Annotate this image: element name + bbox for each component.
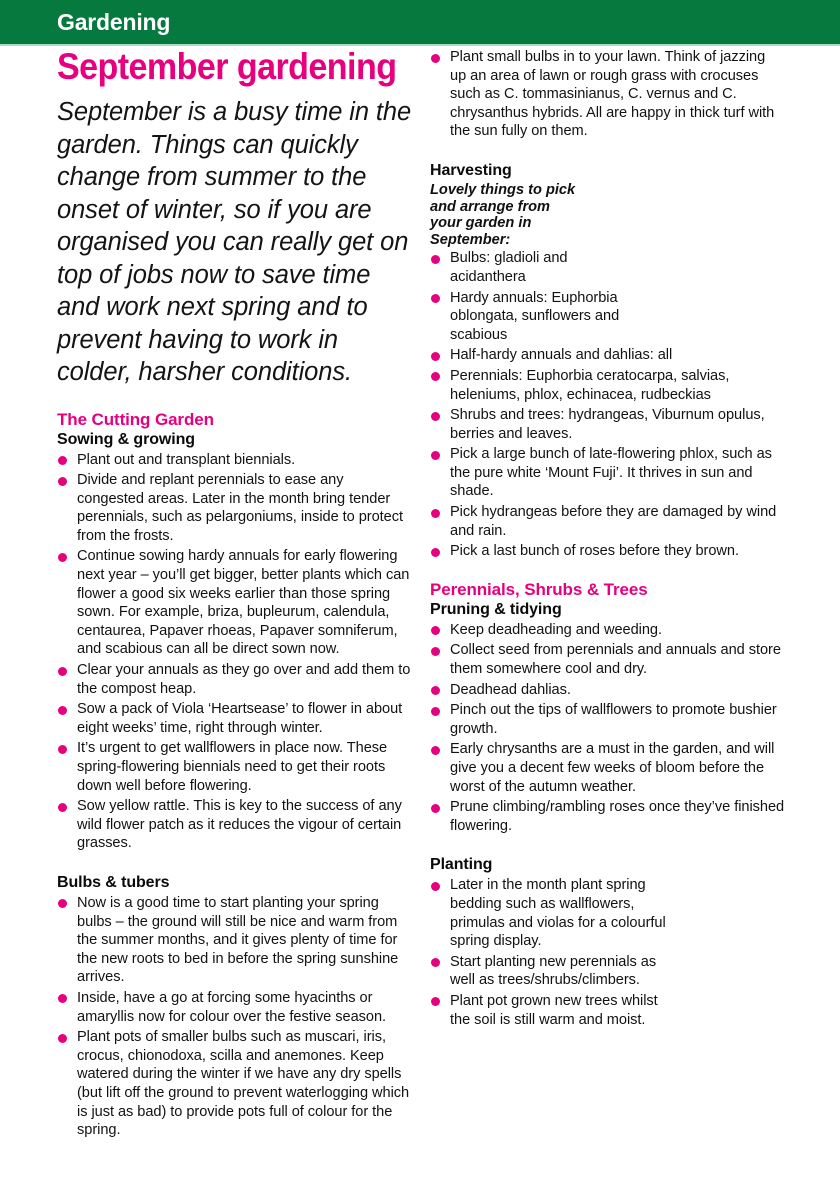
- sub-heading-bulbs-tubers: Bulbs & tubers: [57, 873, 170, 891]
- bullet-dot-icon: [58, 899, 67, 908]
- bullet-list-harvesting: [430, 346, 785, 561]
- bullet-dot-icon: [58, 667, 67, 676]
- spacer: [430, 563, 785, 579]
- list-item-text: Inside, have a go at forcing some hyacinths or amaryllis now for colour over the festive season.: [77, 989, 387, 1025]
- header-band: [0, 0, 840, 44]
- list-item-text: Divide and replant perennials to ease any congested areas. Later in the month bring tender perennials, such as pelargoniums, inside to protect from the frosts.: [77, 472, 403, 544]
- list-item-text: Sow yellow rattle. This is key to the success of any wild flower patch as it reduces the vigour of certain grasses.: [77, 798, 402, 852]
- list-item-text: Plant pots of smaller bulbs such as muscari, iris, crocus, chionodoxa, scilla and anemones. Keep watered during the winter if we have any dry spells (but lift off the ground to prevent waterlogging which is just as bad) to provide pots full of colour for the spring.: [77, 1029, 410, 1139]
- list-item-text: Sow a pack of Viola ‘Heartsease’ to flower in about eight weeks’ time, right through winter.: [77, 701, 403, 736]
- list-item-text: Half-hardy annuals and dahlias: all: [450, 347, 673, 364]
- list-item: [57, 894, 412, 987]
- bullet-dot-icon: [431, 451, 440, 460]
- bullet-dot-icon: [431, 509, 440, 518]
- list-item: [430, 701, 785, 738]
- list-item: [430, 48, 785, 141]
- bullet-dot-icon: [58, 477, 67, 486]
- list-item: [57, 700, 412, 737]
- bullet-dot-icon: [58, 803, 67, 812]
- list-item-text: It’s urgent to get wallflowers in place now. These spring-flowering biennials need to get their roots down well before flowering.: [77, 740, 388, 794]
- list-item-text: Collect seed from perennials and annuals and store them somewhere cool and dry.: [450, 642, 781, 678]
- list-item: [430, 740, 785, 796]
- bullet-list-pruning-tidying: [430, 621, 785, 836]
- bullet-list-bulbs-tubers: [57, 894, 412, 1140]
- bullet-dot-icon: [431, 372, 440, 381]
- list-item: [430, 503, 785, 540]
- list-item-text: Pick a last bunch of roses before they brown.: [450, 543, 739, 560]
- list-item-text: Bulbs: gladioli and acidanthera: [450, 250, 568, 285]
- list-item-text: Deadhead dahlias.: [450, 681, 571, 698]
- bullet-dot-icon: [431, 54, 440, 63]
- list-item-text: Shrubs and trees: hydrangeas, Viburnum opulus, berries and leaves.: [450, 407, 765, 442]
- list-item: [430, 681, 785, 700]
- right-column: [430, 48, 785, 1031]
- list-item: [430, 406, 785, 443]
- bullet-dot-icon: [431, 958, 440, 967]
- bullet-dot-icon: [58, 745, 67, 754]
- list-item-text: Continue sowing hardy annuals for early flowering next year – you’ll get bigger, better plants which can flower a good six weeks earlier than those spring sown. For example, briza, bupleurum, calendula, centaurea, Papaver rhoeas, Papaver somniferum, and scabious can all be direct sown now.: [77, 548, 410, 658]
- list-item: [430, 953, 670, 990]
- list-item-text: Plant out and transplant biennials.: [77, 451, 296, 468]
- list-item-text: Now is a good time to start planting your spring bulbs – the ground will still be nice and warm from the summer months, and it gives plenty of time for the new roots to bed in before the spring sunshine arrives.: [77, 894, 399, 986]
- bullet-dot-icon: [431, 686, 440, 695]
- section-kicker: Gardening: [57, 9, 171, 35]
- list-item-text: Prune climbing/rambling roses once they’ve finished flowering.: [450, 799, 785, 834]
- bullet-dot-icon: [58, 994, 67, 1003]
- list-item: [430, 641, 785, 678]
- list-item: [430, 346, 785, 365]
- list-item-text: Pick hydrangeas before they are damaged by wind and rain.: [450, 504, 777, 539]
- sub-heading-sowing-growing: Sowing & growing: [57, 430, 195, 448]
- list-item-text: Perennials: Euphorbia ceratocarpa, salvias, heleniums, phlox, echinacea, rudbeckias: [450, 367, 730, 403]
- sub-heading-harvesting: Harvesting: [430, 161, 512, 179]
- list-item: [430, 876, 670, 950]
- list-item: [57, 471, 412, 545]
- list-item: [430, 367, 785, 404]
- list-item: [57, 547, 412, 659]
- section-heading-cutting-garden: The Cutting Garden: [57, 409, 214, 429]
- bullet-list-sowing-growing: [57, 451, 412, 853]
- list-item-text: Plant small bulbs in to your lawn. Think of jazzing up an area of lawn or rough grass with crocuses such as C. tommasinianus, C. vernus and C. chrysanthus hybrids. All are happy in thick turf with the sun fully on them.: [450, 49, 775, 140]
- list-item-text: Clear your annuals as they go over and add them to the compost heap.: [77, 662, 411, 697]
- bullet-dot-icon: [58, 456, 67, 465]
- list-item: [430, 289, 620, 345]
- list-item: [430, 621, 785, 640]
- bullet-dot-icon: [58, 553, 67, 562]
- list-item: [430, 445, 785, 501]
- list-item: [57, 797, 412, 853]
- list-item-text: Pick a large bunch of late-flowering phlox, such as the pure white ‘Mount Fuji’. It thrives in sun and shade.: [450, 446, 772, 500]
- list-item-text: Hardy annuals: Euphorbia oblongata, sunflowers and scabious: [450, 289, 620, 343]
- list-item: [57, 989, 412, 1026]
- bullet-list-planting: [430, 876, 785, 1029]
- list-item-text: Pinch out the tips of wallflowers to promote bushier growth.: [450, 702, 777, 737]
- bullet-dot-icon: [431, 882, 440, 891]
- list-item: [430, 992, 670, 1029]
- sub-heading-planting: Planting: [430, 856, 493, 874]
- bullet-list-harvesting-narrow: [430, 249, 785, 344]
- bullet-dot-icon: [431, 548, 440, 557]
- list-item: [430, 249, 620, 286]
- bullet-dot-icon: [431, 412, 440, 421]
- bullet-dot-icon: [431, 352, 440, 361]
- bullet-dot-icon: [431, 255, 440, 264]
- bullet-dot-icon: [431, 707, 440, 716]
- page-title: September gardening: [57, 46, 397, 87]
- bullet-dot-icon: [58, 1034, 67, 1043]
- bullet-dot-icon: [431, 647, 440, 656]
- sub-heading-pruning-tidying: Pruning & tidying: [430, 600, 562, 618]
- list-item-text: Later in the month plant spring bedding such as wallflowers, primulas and violas for a colourful spring display.: [450, 877, 666, 950]
- bullet-dot-icon: [431, 746, 440, 755]
- section-heading-perennials-shrubs-trees: Perennials, Shrubs & Trees: [430, 579, 648, 599]
- bullet-list-lawn-bulbs: [430, 48, 785, 141]
- bullet-dot-icon: [431, 997, 440, 1006]
- list-item-text: Plant pot grown new trees whilst the soil is still warm and moist.: [450, 992, 658, 1028]
- list-item-text: Start planting new perennials as well as trees/shrubs/climbers.: [450, 953, 657, 989]
- list-item: [430, 542, 785, 561]
- bullet-dot-icon: [58, 706, 67, 715]
- list-item: [57, 451, 412, 470]
- left-column: [57, 48, 412, 1142]
- list-item: [57, 1028, 412, 1140]
- standfirst: September is a busy time in the garden. Things can quickly change from summer to the onset of winter, so if you are organised you can really get on top of jobs now to save time and work next spring and to prevent having to work in colder, harsher conditions.: [57, 98, 412, 386]
- bullet-dot-icon: [431, 294, 440, 303]
- bullet-dot-icon: [431, 804, 440, 813]
- bullet-dot-icon: [431, 626, 440, 635]
- list-item-text: Keep deadheading and weeding.: [450, 621, 662, 638]
- list-item: [57, 739, 412, 795]
- list-item-text: Early chrysanths are a must in the garden, and will give you a decent few weeks of bloom before the worst of the autumn weather.: [450, 741, 775, 795]
- list-item: [430, 798, 785, 835]
- harvesting-intro: Lovely things to pick and arrange from your garden in September:: [430, 181, 576, 248]
- list-item: [57, 661, 412, 698]
